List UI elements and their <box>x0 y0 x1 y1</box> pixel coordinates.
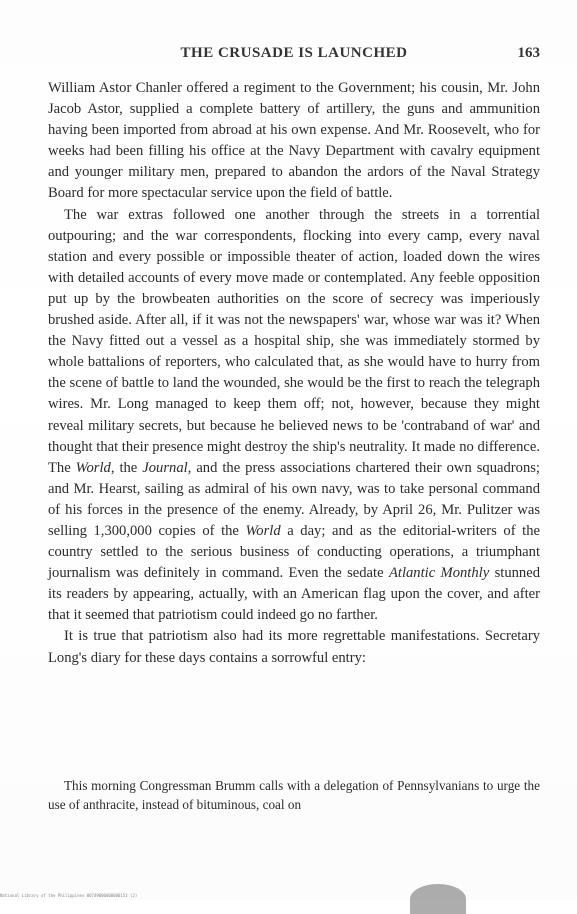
body-text <box>48 78 540 669</box>
world-title-2: World <box>245 522 281 539</box>
block-quote <box>48 776 540 815</box>
world-title: World <box>75 459 111 476</box>
paragraph-2-part-a: The war extras followed one another through the streets in a torrential outpouring; and the war correspondents, flocking into every camp, every naval station and every possible or impossible theater of action, loaded down the wires with detailed accounts of every move made or contemplated. Any feeble opposition put up by the browbeaten authorities on the score of secrecy was imperiously brushed aside. After all, if it was not the newspapers' war, whose war was it? When the Navy fitted out a vessel as a hospital ship, she was immediately stormed by whole battalions of reporters, who calculated that, as she would have to hurry from the scene of battle to land the wounded, she would be the first to reach the telegraph wires. Mr. Long managed to keep them off; not, however, because they might reveal military secrets, but because he believed news to be 'contraband of war' and thought that their presence might destroy the ship's neutrality. It made no difference. The <box>48 206 540 476</box>
paragraph-2 <box>48 205 540 627</box>
running-head <box>48 45 540 65</box>
chapter-title: THE CRUSADE IS LAUNCHED <box>180 45 408 61</box>
thumb-shadow <box>410 884 466 914</box>
atlantic-monthly-title: Atlantic Monthly <box>388 565 490 582</box>
paragraph-2-part-d: a day; and as the editorial-writers of the country settled to the serious business of conducting operations, a triumphant journalism was definitely in command. Even the sedate <box>48 522 540 582</box>
paragraph-2-part-b: , the <box>110 459 143 476</box>
quote-text: This morning Congressman Brumm calls with a delegation of Pennsylvanians to urge the use of anthracite, instead of bituminous, coal on <box>48 778 540 813</box>
journal-title: Journal <box>142 459 188 476</box>
paragraph-2-part-c: , and the press associations chartered their own squadrons; and Mr. Hearst, sailing as admiral of his own navy, was to take personal command of his forces in the presence of the enemy. Already, by April 26, Mr. Pulitzer was selling 1,300,000 copies of the <box>48 459 540 539</box>
paragraph-2-part-e: stunned its readers by appearing, actually, with an American flag upon the cover, and after that it seemed that patriotism could indeed go no farther. <box>48 565 540 624</box>
paragraph-3: It is true that patriotism also had its more regrettable manifestations. Secretary Long's diary for these days contains a sorrowful entry: <box>48 628 540 666</box>
page-number: 163 <box>517 45 540 61</box>
scan-footer: National Library of the Philippines 00749000000000152 (2) <box>0 893 138 898</box>
paragraph-1: William Astor Chanler offered a regiment to the Government; his cousin, Mr. John Jacob Astor, supplied a complete battery of artillery, the guns and ammunition having been imported from abroad at his own expense. And Mr. Roosevelt, who for weeks had been filling his office at the Navy Department with cavalry equipment and younger military men, prepared to abandon the ardors of the Naval Strategy Board for more spectacular service upon the field of battle. <box>48 80 540 202</box>
